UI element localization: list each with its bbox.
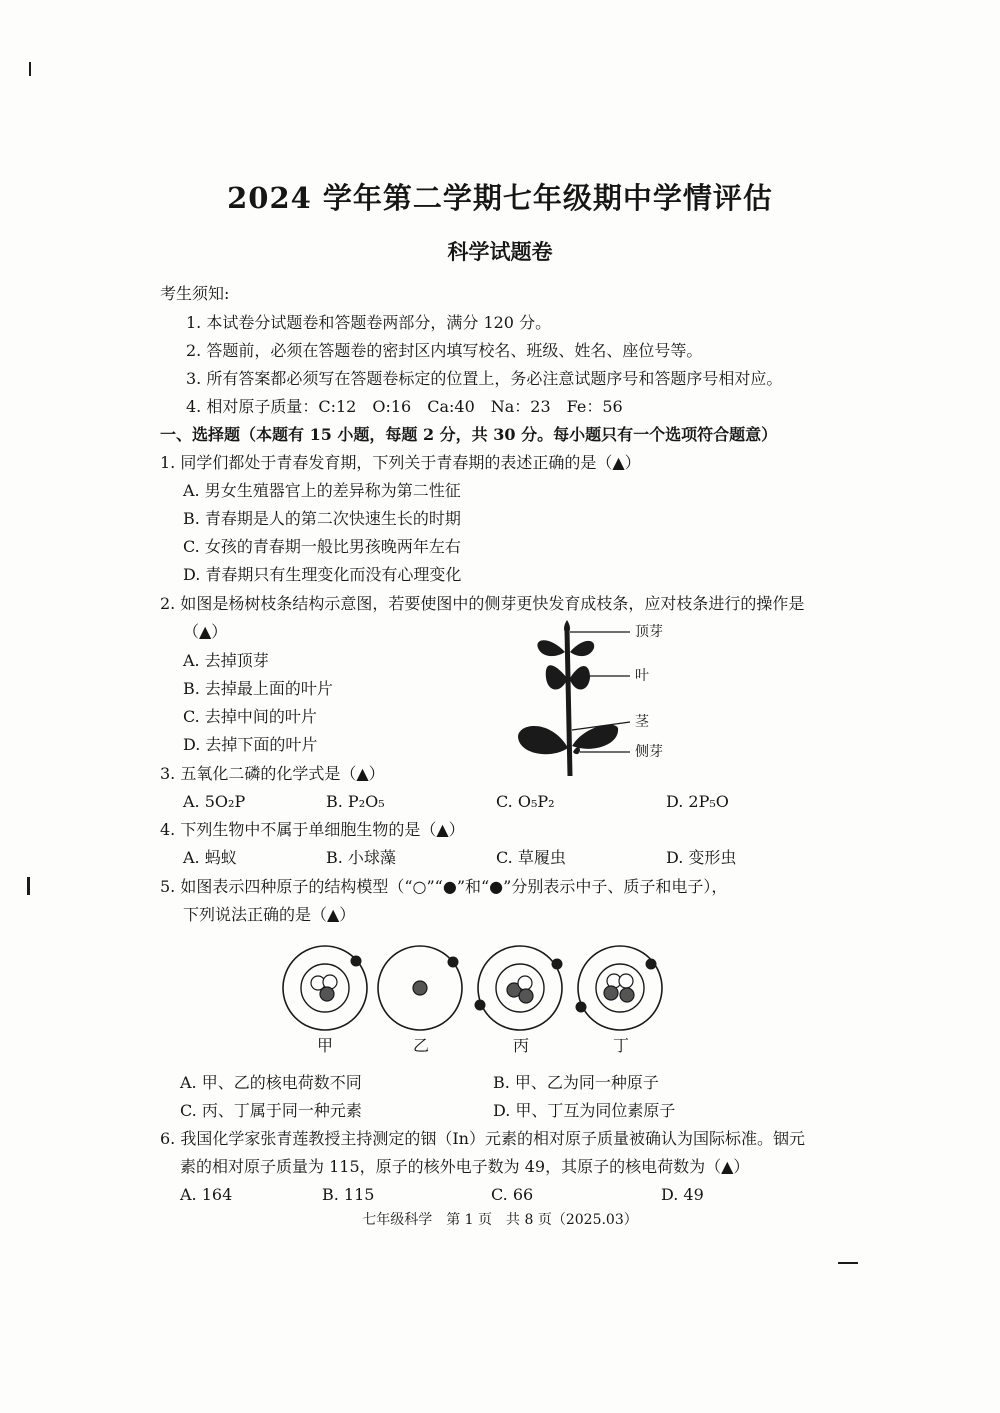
question-6-stem: 6. 我国化学家张青莲教授主持测定的铟（In）元素的相对原子质量被确认为国际标准。铟元 (160, 1129, 805, 1148)
atom-yi-electron (448, 957, 459, 968)
notice-item-4: 4. 相对原子质量：C:12 O:16 Ca:40 Na：23 Fe：56 (186, 397, 623, 416)
exam-subtitle: 科学试题卷 (447, 239, 553, 264)
leaf-lower-right (572, 725, 618, 749)
question-2-stem-cont: （▲） (183, 622, 228, 641)
notice-item-3: 3. 所有答案都必须写在答题卷标定的位置上，务必注意试题序号和答题序号相对应。 (186, 369, 783, 388)
leaf-lower-left (518, 726, 568, 754)
atom-jia-electron (351, 956, 362, 967)
leaf-upper-right (570, 641, 594, 656)
question-3-stem: 3. 五氧化二磷的化学式是（▲） (160, 764, 385, 783)
leaf-middle-right (570, 666, 590, 690)
question-1-option-a: A. 男女生殖器官上的差异称为第二性征 (183, 481, 461, 500)
notice-item-2: 2. 答题前，必须在答题卷的密封区内填写校名、班级、姓名、座位号等。 (186, 341, 703, 360)
question-5-option-c: C. 丙、丁属于同一种元素 (180, 1101, 362, 1120)
question-5-option-b: B. 甲、乙为同一种原子 (493, 1073, 659, 1092)
question-6-stem-cont: 素的相对原子质量为 115，原子的核外电子数为 49，其原子的核电荷数为（▲） (180, 1157, 750, 1176)
question-1-option-c: C. 女孩的青春期一般比男孩晚两年左右 (183, 537, 461, 556)
question-2-option-d: D. 去掉下面的叶片 (183, 735, 318, 754)
section-heading: 一、选择题（本题有 15 小题，每题 2 分，共 30 分。每小题只有一个选项符合题意） (160, 425, 778, 444)
stem-shape (567, 630, 570, 776)
question-2-option-c: C. 去掉中间的叶片 (183, 707, 317, 726)
atom-bing-neutron (518, 976, 532, 990)
atom-ding-proton (620, 988, 634, 1002)
atom-ding-proton (604, 986, 618, 1000)
question-1-stem: 1. 同学们都处于青春发育期，下列关于青春期的表述正确的是（▲） (160, 453, 641, 472)
question-4-option-c: C. 草履虫 (496, 848, 566, 867)
question-4-option-a: A. 蚂蚁 (183, 848, 237, 867)
question-1-option-d: D. 青春期只有生理变化而没有心理变化 (183, 565, 462, 584)
question-2-stem: 2. 如图是杨树枝条结构示意图，若要使图中的侧芽更快发育成枝条，应对枝条进行的操作是 (160, 594, 805, 613)
scan-mark-top-left (29, 62, 31, 76)
leaf-middle-left (546, 665, 567, 689)
page-footer: 七年级科学 第 1 页 共 8 页（2025.03） (362, 1212, 638, 1228)
question-4-option-b: B. 小球藻 (326, 848, 396, 867)
question-5-option-a: A. 甲、乙的核电荷数不同 (180, 1073, 362, 1092)
atom-bing-proton (519, 989, 533, 1003)
question-5-stem-cont: 下列说法正确的是（▲） (183, 905, 356, 924)
atom-label-bing: 丙 (513, 1036, 530, 1055)
branch-diagram (510, 618, 710, 783)
atom-ding (576, 946, 663, 1030)
atom-label-yi: 乙 (413, 1036, 430, 1055)
atom-label-jia: 甲 (317, 1036, 334, 1055)
atom-yi-proton (413, 981, 427, 995)
exam-title: 2024 学年第二学期七年级期中学情评估 (227, 181, 773, 215)
leaf-upper-left (537, 640, 565, 656)
atom-ding-electron (646, 959, 657, 970)
atom-jia-proton (320, 987, 334, 1001)
question-4-option-d: D. 变形虫 (666, 848, 737, 867)
question-6-option-a: A. 164 (180, 1185, 233, 1204)
atom-label-ding: 丁 (613, 1036, 630, 1055)
notice-heading: 考生须知: (160, 284, 230, 303)
label-lateral-bud: 侧芽 (635, 744, 663, 760)
atom-ding-electron (576, 1002, 587, 1013)
question-6-option-c: C. 66 (491, 1185, 534, 1204)
lateral-bud-shape (573, 747, 580, 754)
notice-item-1: 1. 本试卷分试题卷和答题卷两部分，满分 120 分。 (186, 313, 552, 332)
question-1-option-b: B. 青春期是人的第二次快速生长的时期 (183, 509, 461, 528)
question-6-option-d: D. 49 (661, 1185, 704, 1204)
question-5-stem: 5. 如图表示四种原子的结构模型（“○”“●”和“●”分别表示中子、质子和电子）， (160, 877, 728, 896)
atom-yi (378, 946, 462, 1030)
terminal-bud-shape (564, 620, 570, 634)
question-5-option-d: D. 甲、丁互为同位素原子 (493, 1101, 676, 1120)
question-3-option-d: D. 2P₅O (666, 792, 729, 811)
atom-bing-electron (475, 1000, 486, 1011)
atom-bing-electron (552, 959, 563, 970)
label-leaf: 叶 (635, 668, 649, 684)
atom-ding-neutron (619, 974, 633, 988)
atom-models-diagram (270, 945, 670, 1035)
question-3-option-c: C. O₅P₂ (496, 792, 555, 811)
question-3-option-b: B. P₂O₅ (326, 792, 385, 811)
question-4-stem: 4. 下列生物中不属于单细胞生物的是（▲） (160, 820, 465, 839)
question-3-option-a: A. 5O₂P (183, 792, 246, 811)
scan-mark-left (27, 877, 30, 895)
question-2-option-b: B. 去掉最上面的叶片 (183, 679, 333, 698)
label-stem: 茎 (635, 714, 649, 730)
question-2-option-a: A. 去掉顶芽 (183, 651, 269, 670)
label-terminal-bud: 顶芽 (635, 624, 663, 640)
scan-mark-right (838, 1262, 858, 1264)
atom-jia (283, 946, 367, 1030)
question-6-option-b: B. 115 (322, 1185, 375, 1204)
atom-bing (475, 946, 563, 1030)
